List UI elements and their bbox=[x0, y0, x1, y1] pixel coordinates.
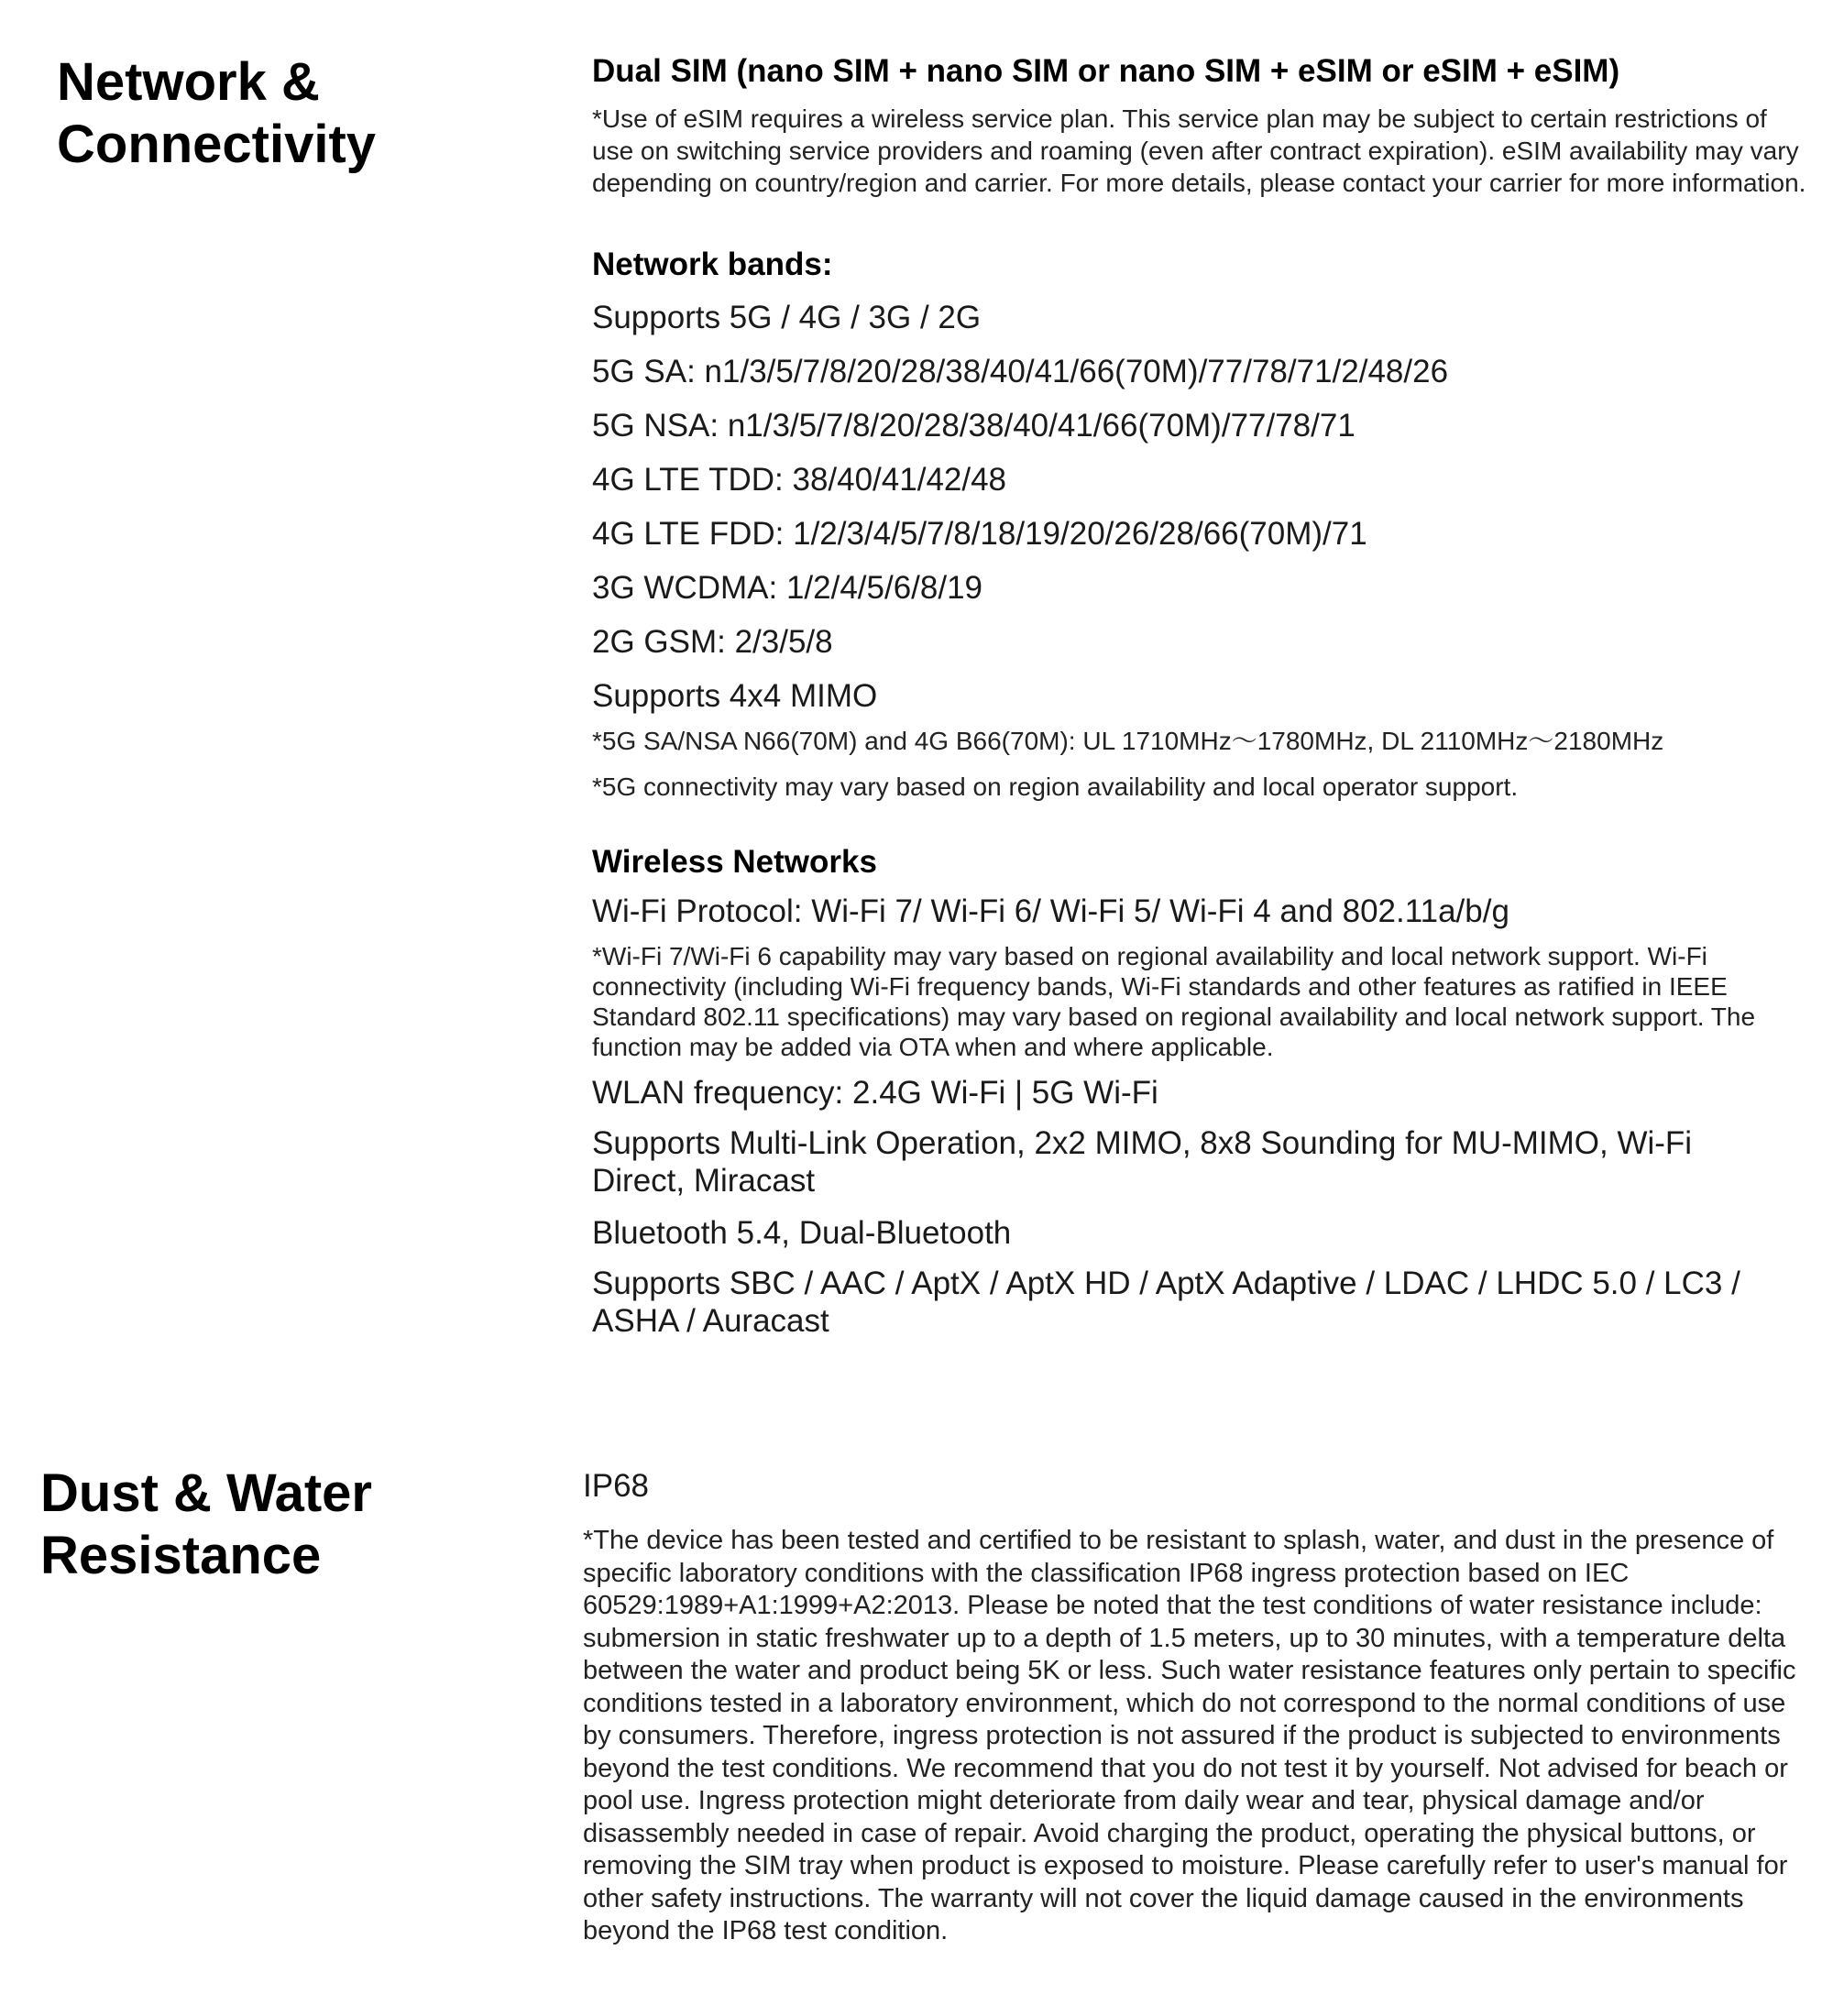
bluetooth: Bluetooth 5.4, Dual-Bluetooth bbox=[592, 1215, 1012, 1251]
band-note-5g: *5G connectivity may vary based on region availability and local operator support. bbox=[592, 772, 1519, 801]
sim-heading: Dual SIM (nano SIM + nano SIM or nano SIM + eSIM or eSIM + eSIM) bbox=[592, 53, 1620, 89]
wifi-note: *Wi-Fi 7/Wi-Fi 6 capability may vary based on regional availability and local network support. Wi-Fi connectivity (including Wi-Fi frequency bands, Wi-Fi standards and other features as ratified in IEEE Standard 802.11 specifications) may vary based on regional availability and local network support. The function may be added via OTA when and where applicable. bbox=[592, 942, 1756, 1061]
band-note-66: *5G SA/NSA N66(70M) and 4G B66(70M): UL 1710MHz～1780MHz, DL 2110MHz～2180MHz bbox=[592, 727, 1664, 755]
band-item: 3G WCDMA: 1/2/4/5/6/8/19 bbox=[592, 570, 983, 606]
band-item: Supports 5G / 4G / 3G / 2G bbox=[592, 300, 982, 335]
dust-section-title: Dust & Water Resistance bbox=[40, 1463, 372, 1585]
ip68-note: *The device has been tested and certified to be resistant to splash, water, and dust in the presence of specific laboratory conditions with the classification IP68 ingress protection based on IEC 60529:1989+A1:1999+A2:2013. Please be noted that the test conditions of water resistance include: submersion in static freshwater up to a depth of 1.5 meters, up to 30 minutes, with a temperature delta between the water and product being 5K or less. Such water resistance features only pertain to specific conditions tested in a laboratory environment, which do not correspond to the normal conditions of use by consumers. Therefore, ingress protection is not assured if the product is subjected to environments beyond the test conditions. We recommend that you do not test it by yourself. Not advised for beach or pool use. Ingress protection might deteriorate from daily wear and tear, physical damage and/or disassembly needed in case of repair. Avoid charging the product, operating the physical buttons, or removing the SIM tray when product is exposed to moisture. Please carefully refer to user's manual for other safety instructions. The warranty will not cover the liquid damage caused in the environments beyond the IP68 test condition. bbox=[583, 1526, 1796, 1945]
dust-content bbox=[583, 1466, 1811, 1948]
band-item: 4G LTE TDD: 38/40/41/42/48 bbox=[592, 462, 1007, 498]
esim-note: *Use of eSIM requires a wireless service plan. This service plan may be subject to certain restrictions of use on switching service providers and roaming (even after contract expiration). eSIM availability may vary depending on country/region and carrier. For more details, please contact your carrier for more information. bbox=[592, 104, 1806, 197]
wlan-frequency: WLAN frequency: 2.4G Wi-Fi | 5G Wi-Fi bbox=[592, 1075, 1158, 1111]
bands-heading: Network bands: bbox=[592, 247, 833, 282]
network-section-title: Network & Connectivity bbox=[57, 52, 377, 174]
band-item: Supports 4x4 MIMO bbox=[592, 678, 878, 714]
network-content bbox=[592, 51, 1811, 1353]
multilink: Supports Multi-Link Operation, 2x2 MIMO, 8x8 Sounding for MU-MIMO, Wi-Fi Direct, Miracast bbox=[592, 1125, 1693, 1199]
band-item: 5G SA: n1/3/5/7/8/20/28/38/40/41/66(70M)/77/78/71/2/48/26 bbox=[592, 354, 1449, 389]
band-item: 5G NSA: n1/3/5/7/8/20/28/38/40/41/66(70M)/77/78/71 bbox=[592, 408, 1356, 444]
bands-list bbox=[592, 298, 1811, 717]
band-item: 4G LTE FDD: 1/2/3/4/5/7/8/18/19/20/26/28/66(70M)/71 bbox=[592, 516, 1367, 552]
ip-rating: IP68 bbox=[583, 1468, 649, 1504]
codecs: Supports SBC / AAC / AptX / AptX HD / AptX Adaptive / LDAC / LHDC 5.0 / LC3 / ASHA / Auracast bbox=[592, 1265, 1740, 1339]
wireless-heading: Wireless Networks bbox=[592, 844, 877, 880]
wifi-protocol: Wi-Fi Protocol: Wi-Fi 7/ Wi-Fi 6/ Wi-Fi 5/ Wi-Fi 4 and 802.11a/b/g bbox=[592, 893, 1509, 929]
band-item: 2G GSM: 2/3/5/8 bbox=[592, 624, 833, 660]
